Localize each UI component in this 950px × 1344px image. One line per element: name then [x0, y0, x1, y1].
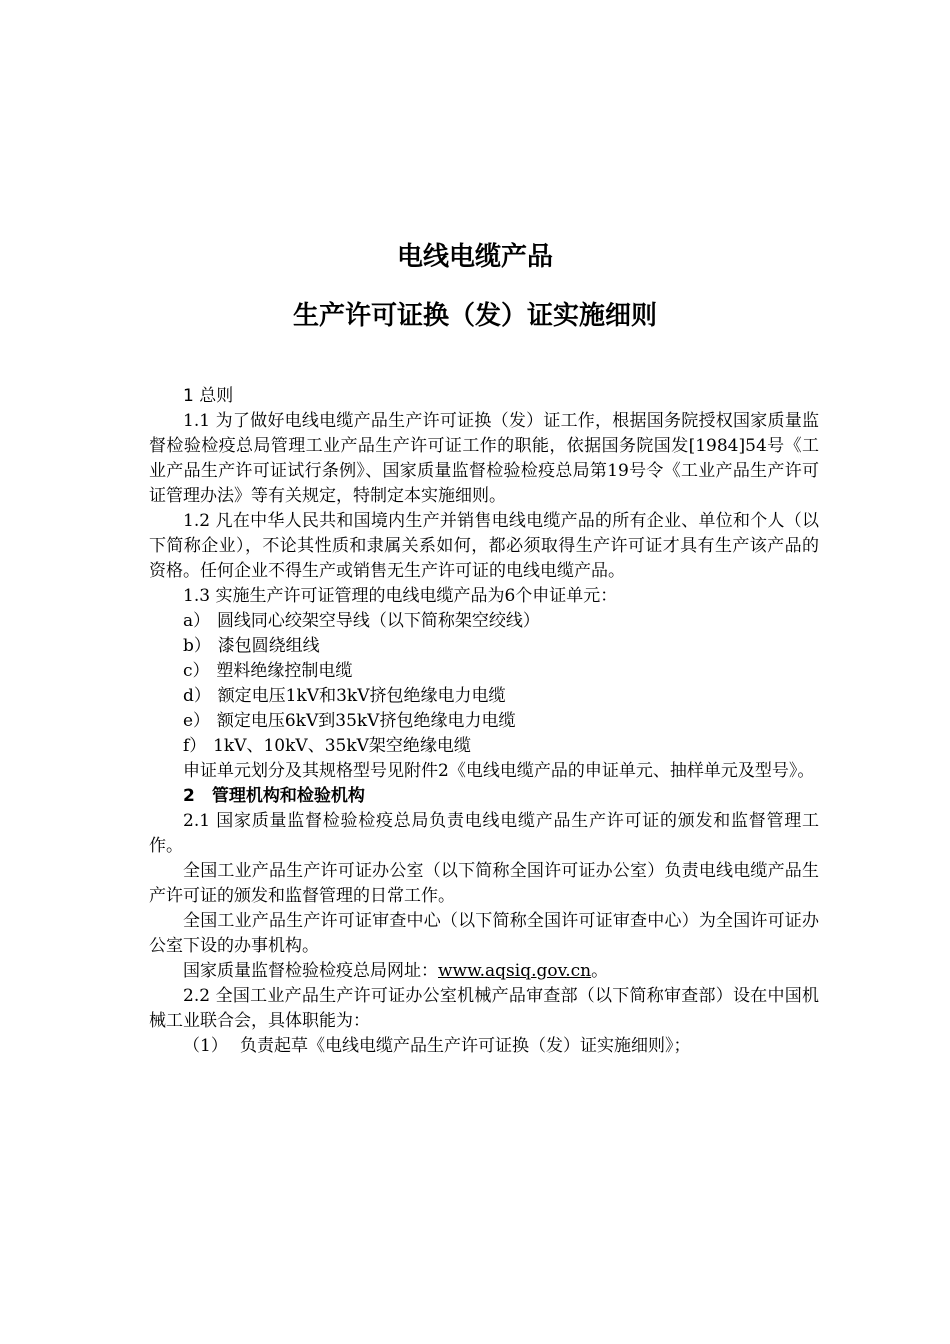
list-item-text: 漆包圆绕组线 [217, 636, 320, 656]
list-item-text: 塑料绝缘控制电缆 [216, 661, 353, 681]
list-item-label: d） [183, 686, 211, 706]
website-link[interactable]: www.aqsiq.gov.cn [438, 961, 592, 981]
document-body [149, 384, 819, 1059]
paragraph-1-3: 1.3 实施生产许可证管理的电线电缆产品为6个申证单元： [183, 586, 618, 606]
section-2-heading: 2 管理机构和检验机构 [183, 786, 365, 806]
paragraph-2-1-center: 全国工业产品生产许可证审查中心（以下简称全国许可证审查中心）为全国许可证办公室下设的办事机构。 [149, 911, 819, 956]
list-item-text: 额定电压6kV到35kV挤包绝缘电力电缆 [216, 711, 516, 731]
website-paragraph [149, 959, 819, 984]
list-item-text: 1kV、10kV、35kV架空绝缘电缆 [213, 736, 471, 756]
list-item [149, 709, 819, 734]
paragraph-2-1-office: 全国工业产品生产许可证办公室（以下简称全国许可证办公室）负责电线电缆产品生产许可证的颁发和监督管理的日常工作。 [149, 861, 819, 906]
list-item-text: 额定电压1kV和3kV挤包绝缘电力电缆 [217, 686, 506, 706]
document-subtitle: 生产许可证换（发）证实施细则 [292, 301, 657, 331]
list-item [149, 734, 819, 759]
paragraph-2-2: 2.2 全国工业产品生产许可证办公室机械产品审查部（以下简称审查部）设在中国机械工业联合会，具体职能为： [149, 986, 819, 1031]
paragraph-1-2: 1.2 凡在中华人民共和国境内生产并销售电线电缆产品的所有企业、单位和个人（以下简称企业），不论其性质和隶属关系如何，都必须取得生产许可证才具有生产该产品的资格。任何企业不得生产或销售无生产许可证的电线电缆产品。 [149, 511, 819, 581]
paragraph-1-1: 1.1 为了做好电线电缆产品生产许可证换（发）证工作，根据国务院授权国家质量监督检验检疫总局管理工业产品生产许可证工作的职能，依据国务院国发[1984]54号《工业产品生产许可证试行条例》、国家质量监督检验检疫总局第19号令《工业产品生产许可证管理办法》等有关规定，特制定本实施细则。 [149, 411, 819, 506]
list-item [149, 634, 819, 659]
list-item-label: b） [183, 636, 211, 656]
duty-item-text: 负责起草《电线电缆产品生产许可证换（发）证实施细则》； [240, 1036, 691, 1056]
list-item-label: e） [183, 711, 211, 731]
paragraph-2-1: 2.1 国家质量监督检验检疫总局负责电线电缆产品生产许可证的颁发和监督管理工作。 [149, 811, 819, 856]
section-1-heading: 1 总则 [183, 386, 234, 406]
duty-item [149, 1034, 819, 1059]
list-item [149, 684, 819, 709]
website-prefix: 国家质量监督检验检疫总局网址： [183, 961, 438, 981]
list-item-label: a） [183, 611, 211, 631]
list-item-label: c） [183, 661, 210, 681]
list-item [149, 609, 819, 634]
list-item [149, 659, 819, 684]
duty-item-label: （1） [183, 1036, 228, 1056]
list-item-label: f） [183, 736, 207, 756]
document-title: 电线电缆产品 [396, 242, 553, 272]
website-suffix: 。 [591, 961, 609, 981]
units-note-paragraph: 申证单元划分及其规格型号见附件2《电线电缆产品的申证单元、抽样单元及型号》。 [183, 761, 815, 781]
unit-list [149, 609, 819, 759]
list-item-text: 圆线同心绞架空导线（以下简称架空绞线） [216, 611, 540, 631]
